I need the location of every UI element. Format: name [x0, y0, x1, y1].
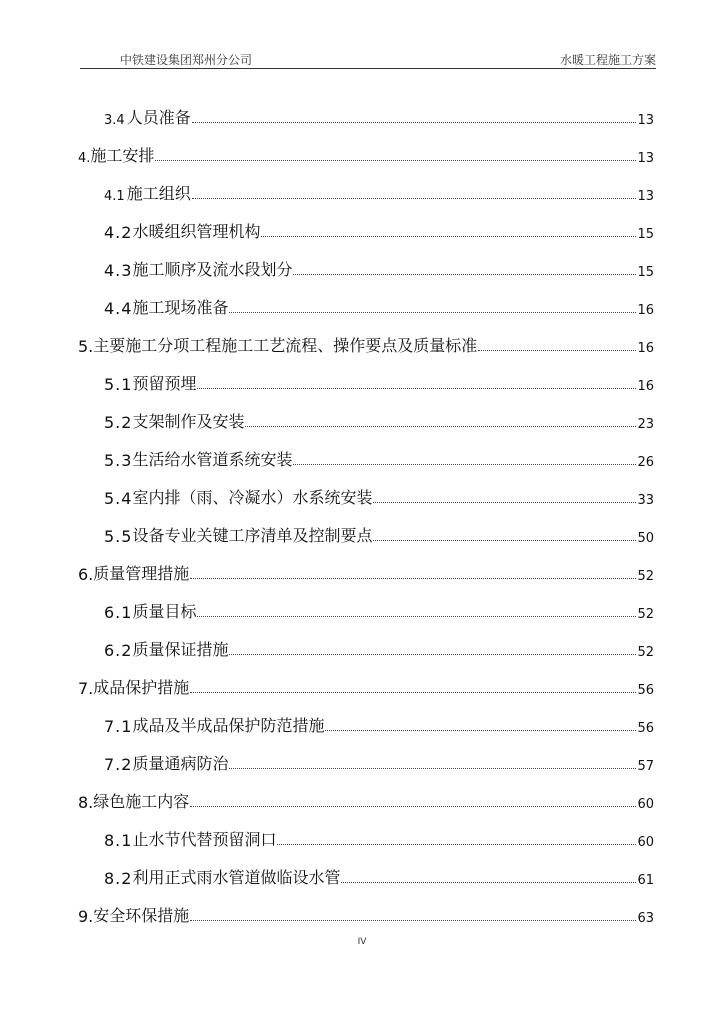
toc-entry-page: 56 [637, 683, 654, 698]
toc-entry-title: 人员准备 [126, 108, 191, 127]
toc-entry-number: 4. [78, 151, 91, 166]
toc-dot-leader [197, 616, 636, 617]
toc-entry-title: 质量目标 [132, 602, 197, 621]
toc-entry-number: 7.1 [104, 717, 133, 736]
toc-entry-number: 3.4 [104, 113, 125, 128]
toc-entry[interactable] [78, 332, 654, 356]
toc-entry-page: 16 [637, 341, 654, 356]
toc-dot-leader [245, 426, 636, 427]
toc-dot-leader [190, 692, 636, 693]
toc-entry-number: 6.1 [104, 603, 133, 622]
toc-entry-page: 52 [637, 569, 654, 584]
toc-entry-page: 61 [637, 873, 654, 888]
toc-entry-number: 6.2 [104, 641, 133, 660]
toc-entry-page: 60 [637, 797, 654, 812]
toc-entry-title: 支架制作及安装 [132, 412, 245, 431]
toc-dot-leader [229, 312, 636, 313]
toc-entry[interactable] [78, 788, 654, 812]
toc-dot-leader [373, 502, 636, 503]
toc-entry-title: 预留预埋 [132, 374, 197, 393]
toc-dot-leader [293, 274, 636, 275]
toc-dot-leader [293, 464, 636, 465]
toc-entry[interactable] [104, 712, 654, 736]
toc-entry[interactable] [104, 408, 654, 432]
toc-entry-page: 15 [637, 227, 654, 242]
toc-entry[interactable] [78, 674, 654, 698]
toc-entry-title: 绿色施工内容 [93, 792, 190, 811]
toc-entry[interactable] [104, 750, 654, 774]
page-footer [0, 937, 724, 947]
toc-entry-number: 4.1 [104, 189, 125, 204]
toc-entry-number: 4.4 [104, 299, 133, 318]
toc-entry-title: 施工现场准备 [132, 298, 229, 317]
toc-entry-page: 57 [637, 759, 654, 774]
toc-entry-page: 26 [637, 455, 654, 470]
toc-entry[interactable] [78, 142, 654, 166]
toc-entry[interactable] [104, 636, 654, 660]
toc-entry[interactable] [104, 218, 654, 242]
toc-entry-number: 9. [78, 907, 94, 926]
toc-dot-leader [190, 920, 636, 921]
toc-entry-title: 止水节代替预留洞口 [132, 830, 277, 849]
toc-entry-title: 施工顺序及流水段划分 [132, 260, 293, 279]
toc-entry-title: 生活给水管道系统安装 [132, 450, 293, 469]
toc-entry[interactable] [104, 484, 654, 508]
toc-dot-leader [192, 198, 637, 199]
header-document-title: 水暖工程施工方案 [559, 53, 656, 67]
toc-dot-leader [341, 882, 636, 883]
toc-entry-number: 5.4 [104, 489, 133, 508]
toc-entry[interactable] [104, 180, 654, 204]
toc-dot-leader [190, 806, 636, 807]
toc-entry-page: 50 [637, 531, 654, 546]
toc-entry[interactable] [78, 560, 654, 584]
toc-entry-number: 8.2 [104, 869, 133, 888]
page-header [80, 50, 656, 69]
toc-entry-number: 5.3 [104, 451, 133, 470]
toc-dot-leader [261, 236, 636, 237]
toc-dot-leader [373, 540, 636, 541]
toc-entry-page: 52 [637, 607, 654, 622]
toc-entry[interactable] [104, 256, 654, 280]
toc-entry-page: 52 [637, 645, 654, 660]
toc-entry[interactable] [104, 826, 654, 850]
toc-entry-title: 施工安排 [90, 146, 155, 165]
toc-dot-leader [155, 160, 636, 161]
toc-entry-page: 16 [637, 379, 654, 394]
toc-entry-title: 施工组织 [126, 184, 191, 203]
toc-entry-number: 7.2 [104, 755, 133, 774]
toc-dot-leader [229, 654, 636, 655]
toc-entry-number: 8. [78, 793, 94, 812]
toc-entry-title: 质量保证措施 [132, 640, 229, 659]
toc-entry-title: 利用正式雨水管道做临设水管 [132, 868, 341, 887]
toc-entry-number: 5.5 [104, 527, 133, 546]
toc-entry-title: 质量管理措施 [93, 564, 190, 583]
toc-entry-number: 4.3 [104, 261, 133, 280]
toc-entry-title: 设备专业关键工序清单及控制要点 [132, 526, 373, 545]
toc-dot-leader [325, 730, 636, 731]
toc-dot-leader [478, 350, 636, 351]
toc-entry-title: 质量通病防治 [132, 754, 229, 773]
toc-entry-page: 60 [637, 835, 654, 850]
toc-entry-number: 6. [78, 565, 94, 584]
toc-entry[interactable] [104, 104, 654, 128]
toc-entry-page: 63 [637, 911, 654, 926]
toc-entry-title: 主要施工分项工程施工工艺流程、操作要点及质量标准 [93, 336, 478, 355]
toc-dot-leader [192, 122, 637, 123]
toc-entry-number: 7. [78, 679, 94, 698]
toc-entry-page: 15 [637, 265, 654, 280]
toc-entry-page: 13 [637, 151, 654, 166]
toc-entry-title: 成品保护措施 [93, 678, 190, 697]
toc-entry[interactable] [104, 598, 654, 622]
toc-entry-title: 安全环保措施 [93, 906, 190, 925]
footer-page-number: IV [357, 937, 367, 947]
toc-entry-page: 33 [637, 493, 654, 508]
toc-entry-title: 成品及半成品保护防范措施 [132, 716, 325, 735]
toc-entry[interactable] [104, 294, 654, 318]
toc-entry-number: 8.1 [104, 831, 133, 850]
header-company: 中铁建设集团郑州分公司 [120, 53, 253, 67]
toc-entry-number: 5. [78, 337, 94, 356]
toc-entry-page: 23 [637, 417, 654, 432]
toc-entry-number: 5.2 [104, 413, 133, 432]
toc-entry-page: 16 [637, 303, 654, 318]
toc-entry-number: 5.1 [104, 375, 133, 394]
toc-entry-title: 水暖组织管理机构 [132, 222, 261, 241]
toc-dot-leader [229, 768, 636, 769]
toc-dot-leader [277, 844, 636, 845]
toc-entry-title: 室内排（雨、冷凝水）水系统安装 [132, 488, 373, 507]
toc-entry[interactable] [78, 902, 654, 926]
toc-dot-leader [190, 578, 636, 579]
toc-entry-page: 56 [637, 721, 654, 736]
toc-dot-leader [197, 388, 636, 389]
toc-entry[interactable] [104, 446, 654, 470]
toc-entry[interactable] [104, 370, 654, 394]
toc-entry[interactable] [104, 522, 654, 546]
toc-entry[interactable] [104, 864, 654, 888]
toc-entry-page: 13 [637, 113, 654, 128]
toc-entry-number: 4.2 [104, 223, 133, 242]
toc-entry-page: 13 [637, 189, 654, 204]
